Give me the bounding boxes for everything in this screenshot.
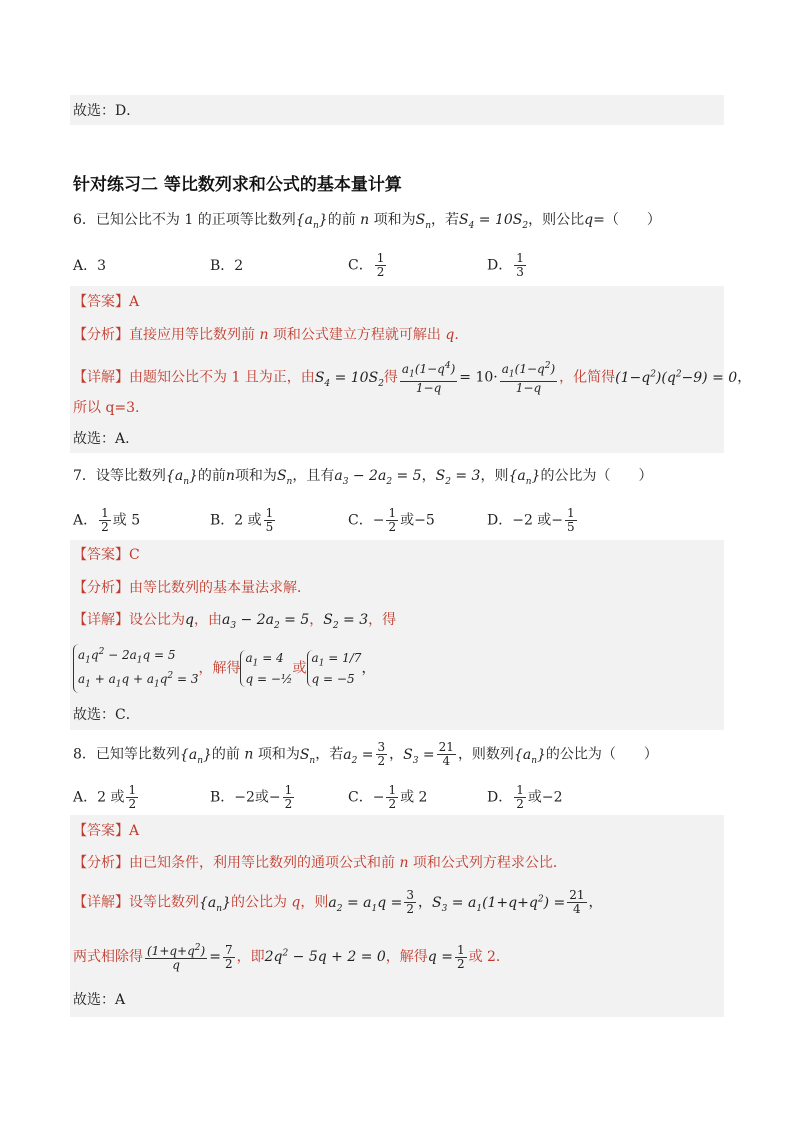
q6-option-b[interactable]: B．2 [210, 258, 244, 274]
q7-stem: 7．设等比数列$\{a_n\}$的前n项和为$S_n$，且有$a_3 - 2a_2 = 5$，$S_2 = 3$，则$\{a_n\}$的公比为（ ） [73, 468, 653, 487]
top-answer-band [70, 95, 724, 125]
q6-option-a[interactable]: A．3 [73, 258, 107, 274]
q8-option-a[interactable]: A．2 或 $\frac{1}{2}$ [73, 783, 137, 811]
q6-option-d[interactable]: D． $\frac{1}{3}$ [487, 251, 524, 279]
q6-option-c[interactable]: C． $\frac{1}{2}$ [348, 251, 385, 279]
q8-answer: 【答案】A [73, 823, 140, 839]
q6-analysis: 【分析】直接应用等比数列前 n 项和公式建立方程就可解出 q. [73, 327, 459, 343]
q8-option-b[interactable]: B．−2或− $\frac{1}{2}$ [210, 783, 293, 811]
q6-stem: 6．已知公比不为 1 的正项等比数列$\{a_n\}$的前 n 项和为$S_n$，若$S_4 = 10S_2$，则公比q=（ ） [73, 212, 661, 231]
q8-analysis: 【分析】由已知条件，利用等比数列的通项公式和前 n 项和公式列方程求公比． [73, 855, 567, 871]
q7-option-a[interactable]: A． $\frac{1}{2}$ 或 5 [73, 506, 141, 534]
q8-stem: 8．已知等比数列$\{a_n\}$的前 n 项和为$S_n$，若$a_2$ = $\frac{3}{2}$ ，$S_3$ = $\frac{21}{4}$ ，则数列$\{a_n\}$的公比为（ ） [73, 740, 658, 768]
q6-detail-line2: 所以 q=3. [73, 400, 140, 416]
q7-analysis: 【分析】由等比数列的基本量法求解． [73, 580, 311, 596]
q7-conclusion: 故选：C． [73, 707, 140, 723]
section-heading: 针对练习二 等比数列求和公式的基本量计算 [73, 175, 402, 195]
q7-answer: 【答案】C [73, 547, 140, 563]
q6-answer: 【答案】A [73, 294, 140, 310]
q6-detail: 【详解】由题知公比不为 1 且为正，由$S_4 = 10S_2$得 $\frac{a_1(1-q^4)}{1-q}$ = 10· $\frac{a_1(1-q^2)}{1-q}$ ，化简得$(1-q^2)(q^2-9) = 0$， [73, 361, 752, 396]
q6-conclusion: 故选：A. [73, 431, 130, 447]
q7-system: $a_1q^2 - 2a_1q = 5$ $a_1 + a_1q + a_1q^2 = 3$，解得$a_1 = 4$ q = −½或$a_1 = 1/7$ q = −5， [73, 644, 375, 693]
q7-option-b[interactable]: B．2 或 $\frac{1}{5}$ [210, 506, 274, 534]
q7-option-d[interactable]: D．−2 或− $\frac{1}{5}$ [487, 506, 575, 534]
q8-option-c[interactable]: C．− $\frac{1}{2}$ 或 2 [348, 783, 428, 811]
q8-detail: 【详解】设等比数列$\{a_n\}$的公比为 q，则$a_2 = a_1q$ = $\frac{3}{2}$ ，$S_3 = a_1(1+q+q^2)$ = $\frac{21}{4}$ ， [73, 888, 603, 917]
q7-detail: 【详解】设公比为q，由$a_3 - 2a_2 = 5$，$S_2 = 3$，得 [73, 612, 397, 631]
q8-conclusion: 故选：A [73, 992, 126, 1008]
top-answer: 故选：D． [73, 103, 141, 119]
q8-detail-line2: 两式相除得 $\frac{(1+q+q^2)}{q}$ = $\frac{7}{2}$ ，即$2q^2 - 5q + 2 = 0$，解得q = $\frac{1}{2}$ 或 2. [73, 942, 501, 972]
q7-option-c[interactable]: C．− $\frac{1}{2}$ 或−5 [348, 506, 435, 534]
q8-option-d[interactable]: D． $\frac{1}{2}$ 或−2 [487, 783, 563, 811]
